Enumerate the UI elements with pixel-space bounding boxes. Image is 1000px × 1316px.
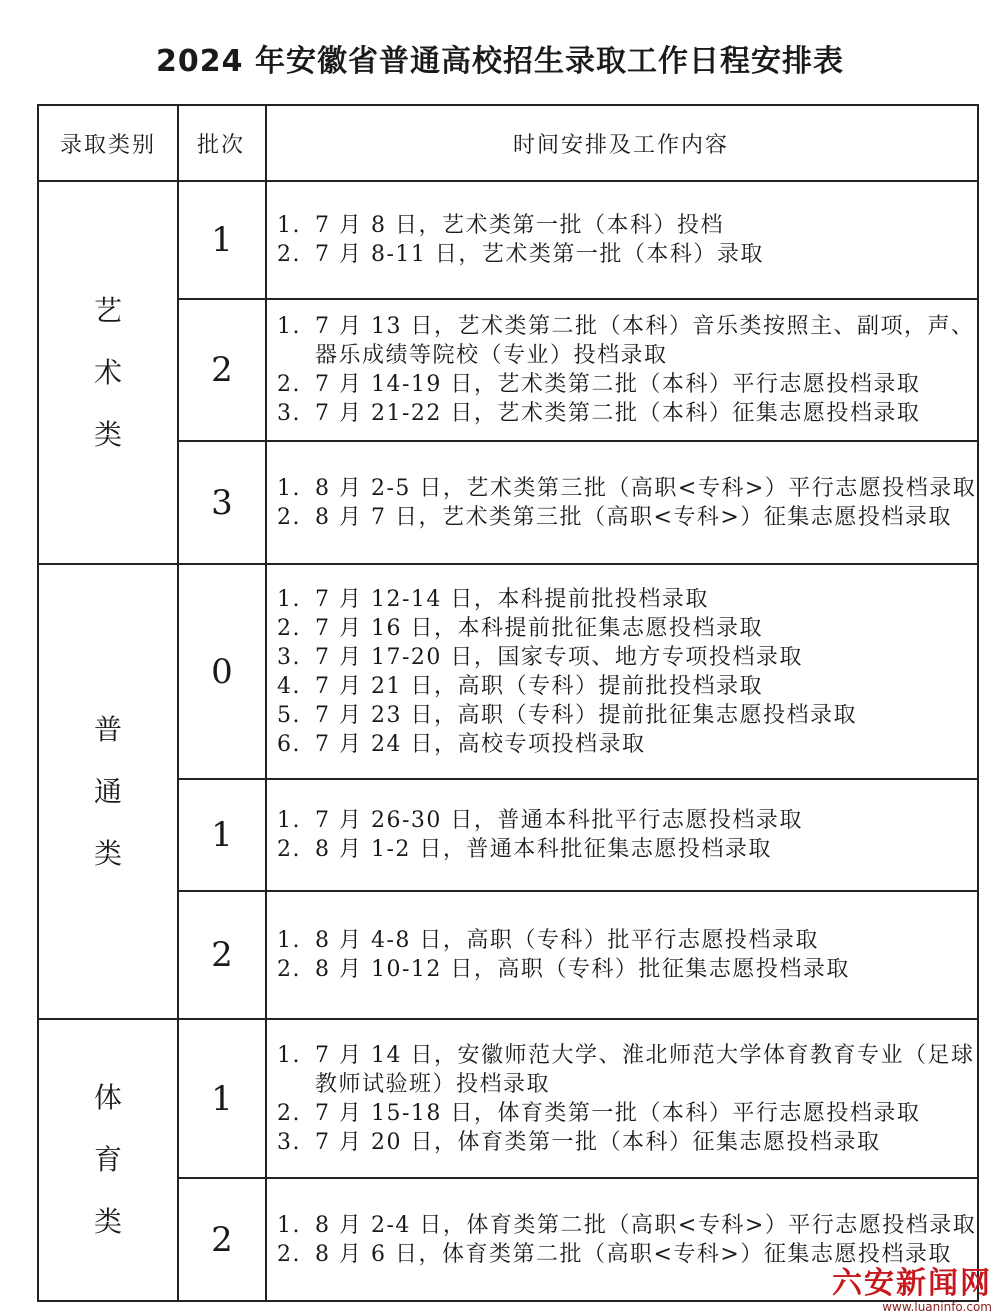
schedule-item [277, 1211, 977, 1240]
batch-number: 3 [211, 482, 233, 523]
item-text: 7 月 14-19 日，艺术类第二批（本科）平行志愿投档录取 [315, 372, 921, 397]
category-char: 普 [93, 712, 122, 746]
schedule-item [277, 399, 977, 428]
schedule-item [277, 672, 977, 701]
schedule-item [277, 1041, 977, 1070]
schedule-item [277, 926, 977, 955]
item-text: 7 月 20 日，体育类第一批（本科）征集志愿投档录取 [315, 1129, 881, 1155]
category-char: 术 [93, 355, 122, 389]
item-text: 8 月 2-4 日，体育类第二批（高职<专科>）平行志愿投档录取 [315, 1212, 977, 1238]
schedule-item [277, 701, 977, 730]
category-char: 育 [93, 1143, 122, 1176]
item-text: 7 月 8-11 日，艺术类第一批（本科）录取 [315, 242, 764, 267]
header-content: 时间安排及工作内容 [512, 132, 729, 158]
category-char: 艺 [93, 293, 122, 327]
batch-number: 1 [211, 815, 233, 855]
schedule-item [277, 643, 977, 672]
item-text: 8 月 4-8 日，高职（专科）批平行志愿投档录取 [315, 928, 819, 953]
item-text-continued: 器乐成绩等院校（专业）投档录取 [315, 343, 668, 368]
item-number: 1. [277, 808, 301, 833]
schedule-item [277, 1099, 977, 1128]
item-number: 2. [277, 1100, 301, 1126]
item-text: 7 月 8 日，艺术类第一批（本科）投档 [315, 213, 724, 238]
category-name [39, 565, 177, 1018]
schedule-item [277, 1240, 977, 1269]
item-text: 8 月 2-5 日，艺术类第三批（高职<专科>）平行志愿投档录取 [315, 475, 977, 501]
watermark-url: www.luaninfo.com [882, 1300, 992, 1314]
header-batch: 批次 [196, 132, 245, 158]
item-text: 7 月 17-20 日，国家专项、地方专项投档录取 [315, 644, 803, 670]
category-char: 体 [93, 1081, 122, 1114]
schedule-item [277, 614, 977, 643]
item-text: 8 月 10-12 日，高职（专科）批征集志愿投档录取 [315, 957, 850, 982]
item-text: 8 月 1-2 日，普通本科批征集志愿投档录取 [315, 837, 772, 862]
item-text: 7 月 12-14 日，本科提前批投档录取 [315, 586, 709, 612]
item-text: 7 月 14 日，安徽师范大学、淮北师范大学体育教育专业（足球 [315, 1042, 975, 1068]
item-number: 5. [277, 702, 301, 728]
item-number: 1. [277, 1042, 301, 1068]
item-text: 7 月 21-22 日，艺术类第二批（本科）征集志愿投档录取 [315, 401, 921, 426]
item-number: 1. [277, 213, 301, 238]
schedule-table [37, 104, 979, 1302]
category-name [39, 1020, 177, 1300]
item-number: 3. [277, 401, 301, 426]
category-char: 类 [93, 836, 122, 870]
item-number: 1. [277, 475, 301, 501]
category-char: 类 [93, 1205, 122, 1238]
batch-number: 2 [211, 350, 233, 390]
batch-number: 1 [211, 1078, 233, 1119]
item-text: 7 月 15-18 日，体育类第一批（本科）平行志愿投档录取 [315, 1100, 921, 1126]
category-char: 类 [93, 417, 122, 451]
item-number: 2. [277, 372, 301, 397]
schedule-item [277, 1128, 977, 1157]
item-number: 1. [277, 1212, 301, 1238]
item-text-continued: 教师试验班）投档录取 [315, 1071, 551, 1097]
schedule-item [277, 503, 977, 532]
watermark [832, 1268, 992, 1314]
item-number: 2. [277, 242, 301, 267]
item-text: 7 月 26-30 日，普通本科批平行志愿投档录取 [315, 808, 803, 833]
schedule-item [277, 730, 977, 759]
item-number: 1. [277, 314, 301, 339]
item-text: 7 月 16 日，本科提前批征集志愿投档录取 [315, 615, 763, 641]
schedule-item [277, 474, 977, 503]
schedule-items [267, 565, 977, 778]
schedule-item [277, 240, 977, 269]
item-number: 3. [277, 1129, 301, 1155]
schedule-item [277, 211, 977, 240]
schedule-items [267, 300, 977, 440]
schedule-items [267, 1020, 977, 1177]
item-text: 8 月 6 日，体育类第二批（高职<专科>）征集志愿投档录取 [315, 1241, 952, 1267]
item-number: 2. [277, 504, 301, 530]
category-char: 通 [93, 774, 122, 808]
item-text: 7 月 24 日，高校专项投档录取 [315, 731, 646, 757]
item-number: 2. [277, 957, 301, 982]
schedule-items [267, 892, 977, 1018]
schedule-item [277, 312, 977, 341]
header-category: 录取类别 [59, 132, 156, 158]
item-number: 2. [277, 837, 301, 862]
batch-number: 2 [211, 1219, 233, 1260]
item-text: 7 月 13 日，艺术类第二批（本科）音乐类按照主、副项，声、 [315, 314, 975, 339]
item-number: 4. [277, 673, 301, 699]
schedule-items [267, 182, 977, 298]
schedule-item [277, 806, 977, 835]
batch-number: 0 [211, 651, 233, 692]
schedule-items [267, 780, 977, 890]
schedule-items [267, 442, 977, 563]
schedule-item [277, 585, 977, 614]
batch-number: 1 [211, 220, 233, 260]
watermark-logo: 六安新闻网 [832, 1266, 992, 1301]
category-name [39, 182, 177, 563]
batch-number: 2 [211, 935, 233, 975]
item-number: 3. [277, 644, 301, 670]
item-number: 2. [277, 1241, 301, 1267]
item-text: 7 月 21 日，高职（专科）提前批投档录取 [315, 673, 763, 699]
item-number: 1. [277, 928, 301, 953]
schedule-item [277, 835, 977, 864]
item-number: 2. [277, 615, 301, 641]
page-title: 2024 年安徽省普通高校招生录取工作日程安排表 [156, 44, 844, 79]
item-number: 1. [277, 586, 301, 612]
item-number: 6. [277, 731, 301, 757]
item-text: 8 月 7 日，艺术类第三批（高职<专科>）征集志愿投档录取 [315, 504, 952, 530]
item-text: 7 月 23 日，高职（专科）提前批征集志愿投档录取 [315, 702, 857, 728]
schedule-item [277, 370, 977, 399]
schedule-item [277, 955, 977, 984]
